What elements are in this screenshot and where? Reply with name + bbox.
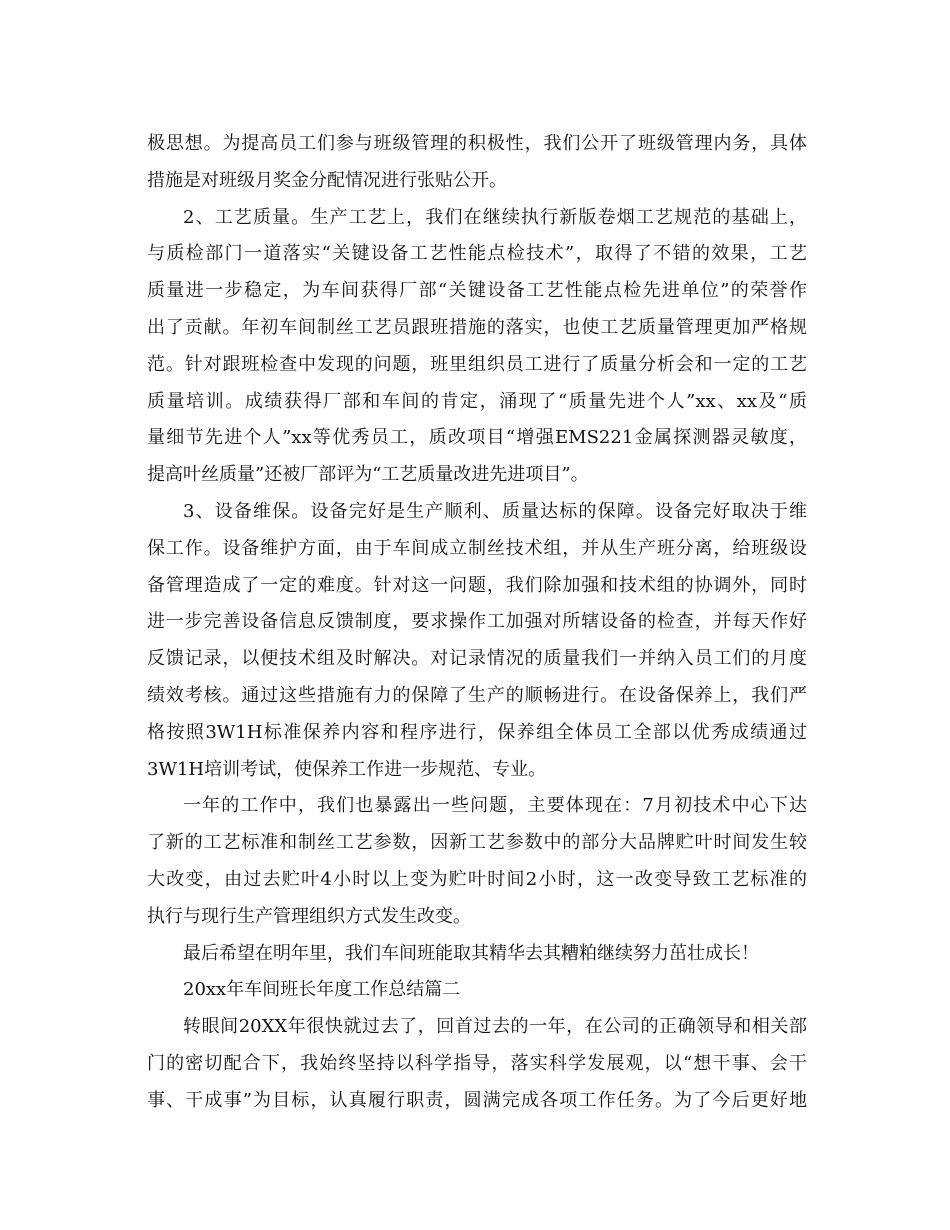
text-line: 质量培训。成绩获得厂部和车间的肯定，涌现了“质量先进个人”xx、xx及“质: [147, 390, 807, 412]
text-line: 了新的工艺标准和制丝工艺参数，因新工艺参数中的部分大品牌贮叶时间发生较: [147, 832, 807, 854]
text-line: 3、设备维保。设备完好是生产顺利、质量达标的保障。设备完好取决于维: [183, 500, 807, 522]
text-line: 大改变，由过去贮叶4小时以上变为贮叶时间2小时，这一改变导致工艺标准的: [147, 868, 807, 890]
text-line: 格按照3W1H标准保养内容和程序进行，保养组全体员工全部以优秀成绩通过: [147, 721, 807, 743]
text-line: 量细节先进个人”xx等优秀员工，质改项目“增强EMS221金属探测器灵敏度，: [147, 427, 807, 449]
text-line: 极思想。为提高员工们参与班级管理的积极性，我们公开了班级管理内务，具体: [147, 133, 807, 154]
text-line: 3W1H培训考试，使保养工作进一步规范、专业。: [147, 758, 547, 780]
text-line: 质量进一步稳定，为车间获得厂部“关键设备工艺性能点检先进单位”的荣誉作: [147, 280, 807, 302]
text-line: 执行与现行生产管理组织方式发生改变。: [147, 905, 471, 927]
text-line: 范。针对跟班检查中发现的问题，班里组织员工进行了质量分析会和一定的工艺: [147, 353, 807, 375]
text-line: 门的密切配合下，我始终坚持以科学指导，落实科学发展观，以“想干事、会干: [147, 1052, 807, 1074]
document-body: [147, 126, 807, 1120]
text-line: 备管理造成了一定的难度。针对这一问题，我们除加强和技术组的协调外，同时: [147, 574, 807, 596]
text-line: 进一步完善设备信息反馈制度，要求操作工加强对所辖设备的检查，并每天作好: [147, 611, 807, 633]
text-line: 最后希望在明年里，我们车间班能取其精华去其糟粕继续努力茁壮成长！: [183, 942, 759, 964]
text-line: 2、工艺质量。生产工艺上，我们在继续执行新版卷烟工艺规范的基础上，: [183, 206, 807, 228]
text-line: 出了贡献。年初车间制丝工艺员跟班措施的落实，也使工艺质量管理更加严格规: [147, 316, 807, 338]
text-line: 提高叶丝质量”还被厂部评为“工艺质量改进先进项目”。: [147, 464, 589, 486]
text-line: 转眼间20XX年很快就过去了，回首过去的一年，在公司的正确领导和相关部: [183, 1016, 807, 1038]
text-line: 绩效考核。通过这些措施有力的保障了生产的顺畅进行。在设备保养上，我们严: [147, 684, 807, 706]
text-line: 反馈记录，以便技术组及时解决。对记录情况的质量我们一并纳入员工们的月度: [147, 648, 807, 670]
text-line: 事、干成事”为目标，认真履行职责，圆满完成各项工作任务。为了今后更好地: [147, 1089, 807, 1111]
text-line: 措施是对班级月奖金分配情况进行张贴公开。: [147, 169, 507, 191]
text-line: 一年的工作中，我们也暴露出一些问题，主要体现在：7月初技术中心下达: [183, 795, 807, 817]
text-line: 与质检部门一道落实“关键设备工艺性能点检技术”，取得了不错的效果，工艺: [147, 243, 807, 265]
text-line: 保工作。设备维护方面，由于车间成立制丝技术组，并从生产班分离，给班级设: [147, 537, 807, 559]
section-heading: 20xx年车间班长年度工作总结篇二: [183, 979, 461, 1001]
